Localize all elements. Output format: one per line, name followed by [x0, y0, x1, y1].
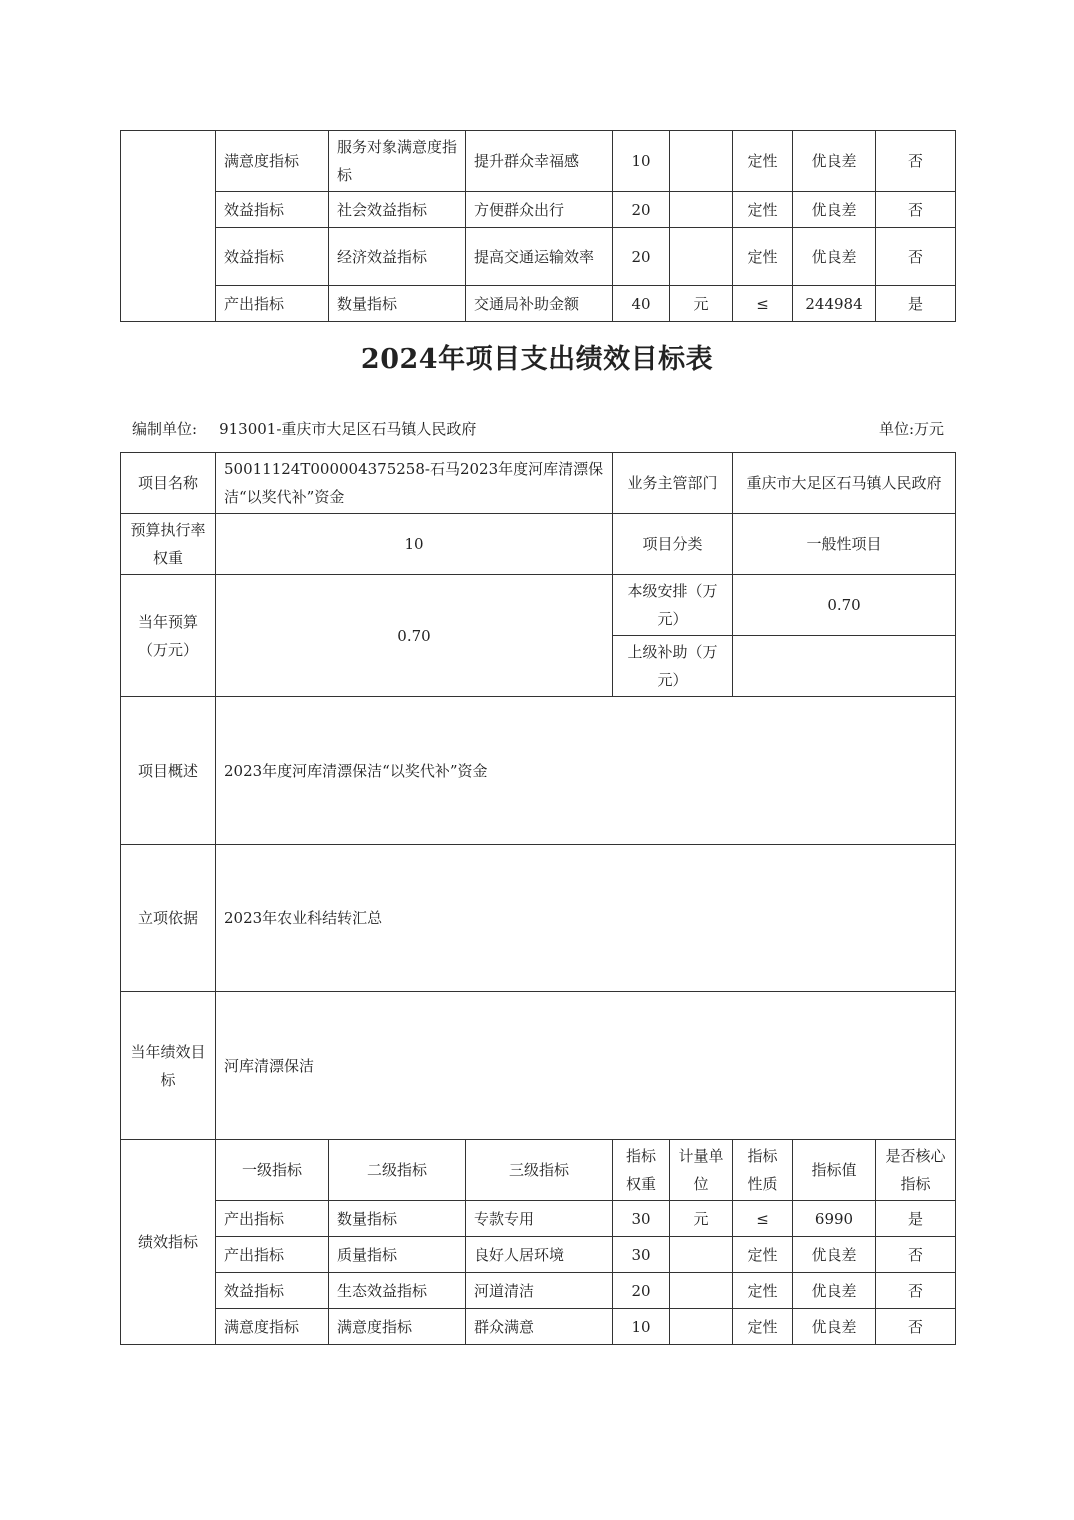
unit-cell — [670, 192, 733, 228]
lvl2-cell: 社会效益指标 — [329, 192, 466, 228]
lvl3-cell: 良好人居环境 — [466, 1237, 613, 1273]
table-row — [121, 192, 956, 228]
unit-cell — [670, 1273, 733, 1309]
category-value: 一般性项目 — [733, 514, 956, 575]
dept-value: 重庆市大足区石马镇人民政府 — [733, 453, 956, 514]
core-cell: 否 — [876, 1309, 956, 1345]
core-cell: 是 — [876, 286, 956, 322]
project-name-value: 50011124T000004375258-石马2023年度河库清漂保洁“以奖代补”资金 — [216, 453, 613, 514]
header-lvl2: 二级指标 — [329, 1140, 466, 1201]
weight-cell: 30 — [613, 1201, 670, 1237]
local-funding-label: 本级安排（万元） — [613, 575, 733, 636]
upper-subsidy-label: 上级补助（万元） — [613, 636, 733, 697]
nature-cell: 定性 — [733, 1237, 793, 1273]
weight-cell: 30 — [613, 1237, 670, 1273]
header-lvl1: 一级指标 — [216, 1140, 329, 1201]
lvl1-cell: 产出指标 — [216, 1237, 329, 1273]
core-cell: 否 — [876, 131, 956, 192]
nature-cell: 定性 — [733, 1273, 793, 1309]
lvl2-cell: 生态效益指标 — [329, 1273, 466, 1309]
nature-cell: 定性 — [733, 228, 793, 286]
unit-cell: 元 — [670, 286, 733, 322]
basis-value: 2023年农业科结转汇总 — [216, 845, 956, 992]
empty-label-cell — [121, 131, 216, 322]
lvl3-cell: 提升群众幸福感 — [466, 131, 613, 192]
core-cell: 否 — [876, 192, 956, 228]
compiling-unit-value: 913001-重庆市大足区石马镇人民政府 — [219, 420, 477, 438]
lvl3-cell: 河道清洁 — [466, 1273, 613, 1309]
value-cell: 优良差 — [793, 1273, 876, 1309]
lvl2-cell: 数量指标 — [329, 1201, 466, 1237]
table-row — [121, 286, 956, 322]
table-row — [121, 1237, 956, 1273]
core-cell: 否 — [876, 1237, 956, 1273]
value-cell: 优良差 — [793, 228, 876, 286]
lvl2-cell: 质量指标 — [329, 1237, 466, 1273]
value-cell: 优良差 — [793, 131, 876, 192]
project-performance-table — [120, 452, 956, 1345]
table-row — [121, 131, 956, 192]
weight-cell: 20 — [613, 1273, 670, 1309]
budget-value: 0.70 — [216, 575, 613, 697]
money-unit: 单位:万元 — [878, 420, 944, 438]
continued-indicator-table — [120, 130, 956, 322]
unit-cell — [670, 228, 733, 286]
lvl2-cell: 数量指标 — [329, 286, 466, 322]
upper-subsidy-value — [733, 636, 956, 697]
goal-label: 当年绩效目标 — [121, 992, 216, 1140]
lvl1-cell: 效益指标 — [216, 1273, 329, 1309]
table-row — [121, 228, 956, 286]
table-row — [121, 992, 956, 1140]
compiling-unit-label: 编制单位: — [132, 420, 198, 438]
goal-value: 河库清漂保洁 — [216, 992, 956, 1140]
lvl3-cell: 方便群众出行 — [466, 192, 613, 228]
lvl2-cell: 服务对象满意度指标 — [329, 131, 466, 192]
unit-cell — [670, 1237, 733, 1273]
dept-label: 业务主管部门 — [613, 453, 733, 514]
table-row — [121, 697, 956, 845]
perf-indicator-label: 绩效指标 — [121, 1140, 216, 1345]
table-row — [121, 1140, 956, 1201]
value-cell: 优良差 — [793, 1237, 876, 1273]
table-row — [121, 453, 956, 514]
lvl1-cell: 效益指标 — [216, 228, 329, 286]
exec-rate-label: 预算执行率权重 — [121, 514, 216, 575]
table-row — [121, 1309, 956, 1345]
value-cell: 6990 — [793, 1201, 876, 1237]
value-cell: 244984 — [793, 286, 876, 322]
lvl2-cell: 满意度指标 — [329, 1309, 466, 1345]
nature-cell: ≤ — [733, 286, 793, 322]
lvl3-cell: 群众满意 — [466, 1309, 613, 1345]
core-cell: 是 — [876, 1201, 956, 1237]
lvl1-cell: 产出指标 — [216, 286, 329, 322]
lvl1-cell: 效益指标 — [216, 192, 329, 228]
lvl1-cell: 满意度指标 — [216, 1309, 329, 1345]
summary-label: 项目概述 — [121, 697, 216, 845]
nature-cell: 定性 — [733, 1309, 793, 1345]
header-weight: 指标权重 — [613, 1140, 670, 1201]
header-lvl3: 三级指标 — [466, 1140, 613, 1201]
nature-cell: 定性 — [733, 131, 793, 192]
weight-cell: 40 — [613, 286, 670, 322]
core-cell: 否 — [876, 228, 956, 286]
lvl3-cell: 专款专用 — [466, 1201, 613, 1237]
header-core: 是否核心指标 — [876, 1140, 956, 1201]
table-row — [121, 575, 956, 636]
lvl3-cell: 提高交通运输效率 — [466, 228, 613, 286]
budget-label: 当年预算（万元） — [121, 575, 216, 697]
exec-rate-value: 10 — [216, 514, 613, 575]
nature-cell: ≤ — [733, 1201, 793, 1237]
lvl1-cell: 产出指标 — [216, 1201, 329, 1237]
lvl1-cell: 满意度指标 — [216, 131, 329, 192]
weight-cell: 20 — [613, 228, 670, 286]
compiling-unit — [132, 418, 476, 440]
unit-cell: 元 — [670, 1201, 733, 1237]
project-name-label: 项目名称 — [121, 453, 216, 514]
page-title: 2024年项目支出绩效目标表 — [360, 344, 714, 375]
value-cell: 优良差 — [793, 192, 876, 228]
table-row — [121, 514, 956, 575]
local-funding-value: 0.70 — [733, 575, 956, 636]
weight-cell: 10 — [613, 131, 670, 192]
value-cell: 优良差 — [793, 1309, 876, 1345]
lvl2-cell: 经济效益指标 — [329, 228, 466, 286]
core-cell: 否 — [876, 1273, 956, 1309]
weight-cell: 10 — [613, 1309, 670, 1345]
header-value: 指标值 — [793, 1140, 876, 1201]
weight-cell: 20 — [613, 192, 670, 228]
table-row — [121, 845, 956, 992]
unit-cell — [670, 131, 733, 192]
table-row — [121, 1273, 956, 1309]
basis-label: 立项依据 — [121, 845, 216, 992]
lvl3-cell: 交通局补助金额 — [466, 286, 613, 322]
summary-value: 2023年度河库清漂保洁“以奖代补”资金 — [216, 697, 956, 845]
category-label: 项目分类 — [613, 514, 733, 575]
unit-cell — [670, 1309, 733, 1345]
header-unit: 计量单位 — [670, 1140, 733, 1201]
nature-cell: 定性 — [733, 192, 793, 228]
header-nature: 指标性质 — [733, 1140, 793, 1201]
table-row — [121, 1201, 956, 1237]
